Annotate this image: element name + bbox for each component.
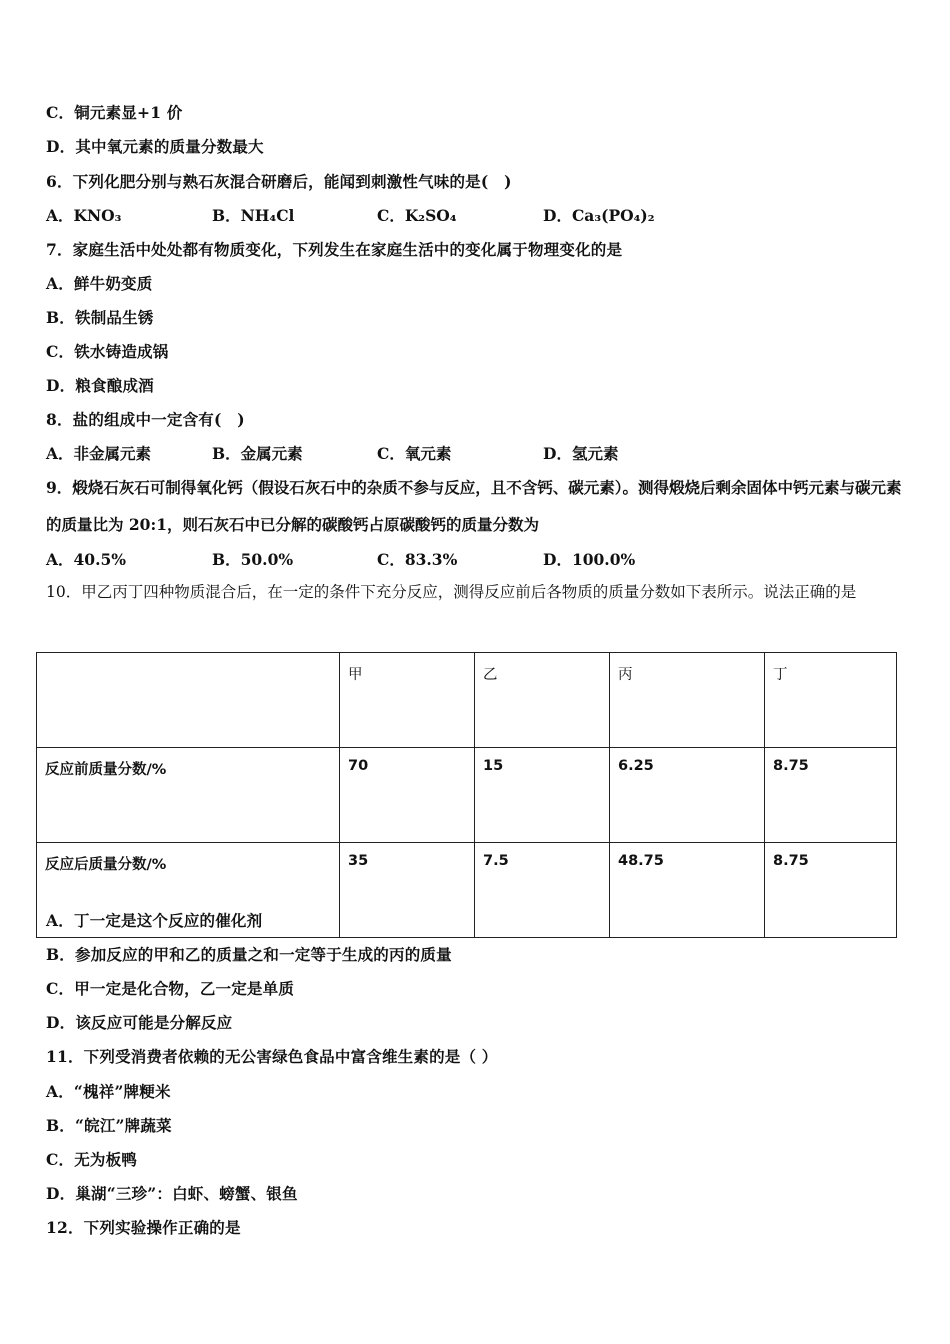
option-c-copper: C．铜元素显+1 价: [46, 103, 183, 122]
question-10-stem: 10．甲乙丙丁四种物质混合后，在一定的条件下充分反应，测得反应前后各物质的质量分数如下表所示。说法正确的是: [46, 583, 857, 601]
table-row-label: 反应前质量分数/%: [37, 748, 340, 843]
question-7-stem: 7．家庭生活中处处都有物质变化，下列发生在家庭生活中的变化属于物理变化的是: [46, 240, 623, 259]
q7-option-a: A．鲜牛奶变质: [46, 274, 153, 293]
table-cell: 48.75: [610, 843, 765, 938]
q6-option-b: B．NH₄Cl: [212, 206, 295, 225]
q7-option-b: B．铁制品生锈: [46, 308, 154, 327]
q10-option-a: A．丁一定是这个反应的催化剂: [46, 911, 263, 930]
mass-fraction-table: [36, 652, 897, 938]
q8-option-a: A．非金属元素: [46, 444, 152, 463]
q8-option-c: C．氧元素: [377, 444, 452, 463]
table-cell: 15: [475, 748, 610, 843]
option-d-oxygen: D．其中氧元素的质量分数最大: [46, 137, 264, 156]
table-cell: 8.75: [765, 748, 897, 843]
q10-option-c: C．甲一定是化合物，乙一定是单质: [46, 979, 295, 998]
q6-option-d: D．Ca₃(PO₄)₂: [543, 206, 655, 225]
table-header-cell: 甲: [340, 653, 475, 748]
q10-option-d: D．该反应可能是分解反应: [46, 1013, 233, 1032]
q11-option-d: D．巢湖“三珍”：白虾、螃蟹、银鱼: [46, 1184, 298, 1203]
table-cell: 35: [340, 843, 475, 938]
question-11-stem: 11．下列受消费者依赖的无公害绿色食品中富含维生素的是（ ）: [46, 1047, 498, 1066]
question-12-stem: 12．下列实验操作正确的是: [46, 1218, 241, 1237]
table-cell: 70: [340, 748, 475, 843]
q11-option-a: A．“槐祥”牌粳米: [46, 1082, 171, 1101]
q9-option-a: A．40.5%: [46, 550, 127, 569]
q8-option-d: D．氢元素: [543, 444, 619, 463]
q6-option-c: C．K₂SO₄: [377, 206, 457, 225]
question-9-stem: 9．煅烧石灰石可制得氧化钙（假设石灰石中的杂质不参与反应，且不含钙、碳元素）。测得煅烧后剩余固体中钙元素与碳元素的质量比为 20:1，则石灰石中已分解的碳酸钙占原碳酸钙的质量分数为: [46, 478, 902, 534]
q11-option-b: B．“皖江”牌蔬菜: [46, 1116, 172, 1135]
question-8-stem: 8．盐的组成中一定含有( ): [46, 410, 245, 429]
q10-option-b: B．参加反应的甲和乙的质量之和一定等于生成的丙的质量: [46, 945, 452, 964]
q6-option-a: A．KNO₃: [46, 206, 122, 225]
table-header-cell: 丁: [765, 653, 897, 748]
table-header-row: [37, 653, 897, 748]
table-row: [37, 748, 897, 843]
q11-option-c: C．无为板鸭: [46, 1150, 138, 1169]
q8-option-b: B．金属元素: [212, 444, 303, 463]
table-cell: 6.25: [610, 748, 765, 843]
question-6-stem: 6．下列化肥分别与熟石灰混合研磨后，能闻到刺激性气味的是( ): [46, 172, 512, 191]
table-row-label: 反应后质量分数/%: [37, 843, 340, 938]
q9-option-c: C．83.3%: [377, 550, 458, 569]
table-header-cell: 乙: [475, 653, 610, 748]
table-header-cell: [37, 653, 340, 748]
q9-option-b: B．50.0%: [212, 550, 294, 569]
q7-option-c: C．铁水铸造成锅: [46, 342, 169, 361]
table-cell: 8.75: [765, 843, 897, 938]
q7-option-d: D．粮食酿成酒: [46, 376, 154, 395]
table-cell: 7.5: [475, 843, 610, 938]
q9-option-d: D．100.0%: [543, 550, 636, 569]
table-header-cell: 丙: [610, 653, 765, 748]
